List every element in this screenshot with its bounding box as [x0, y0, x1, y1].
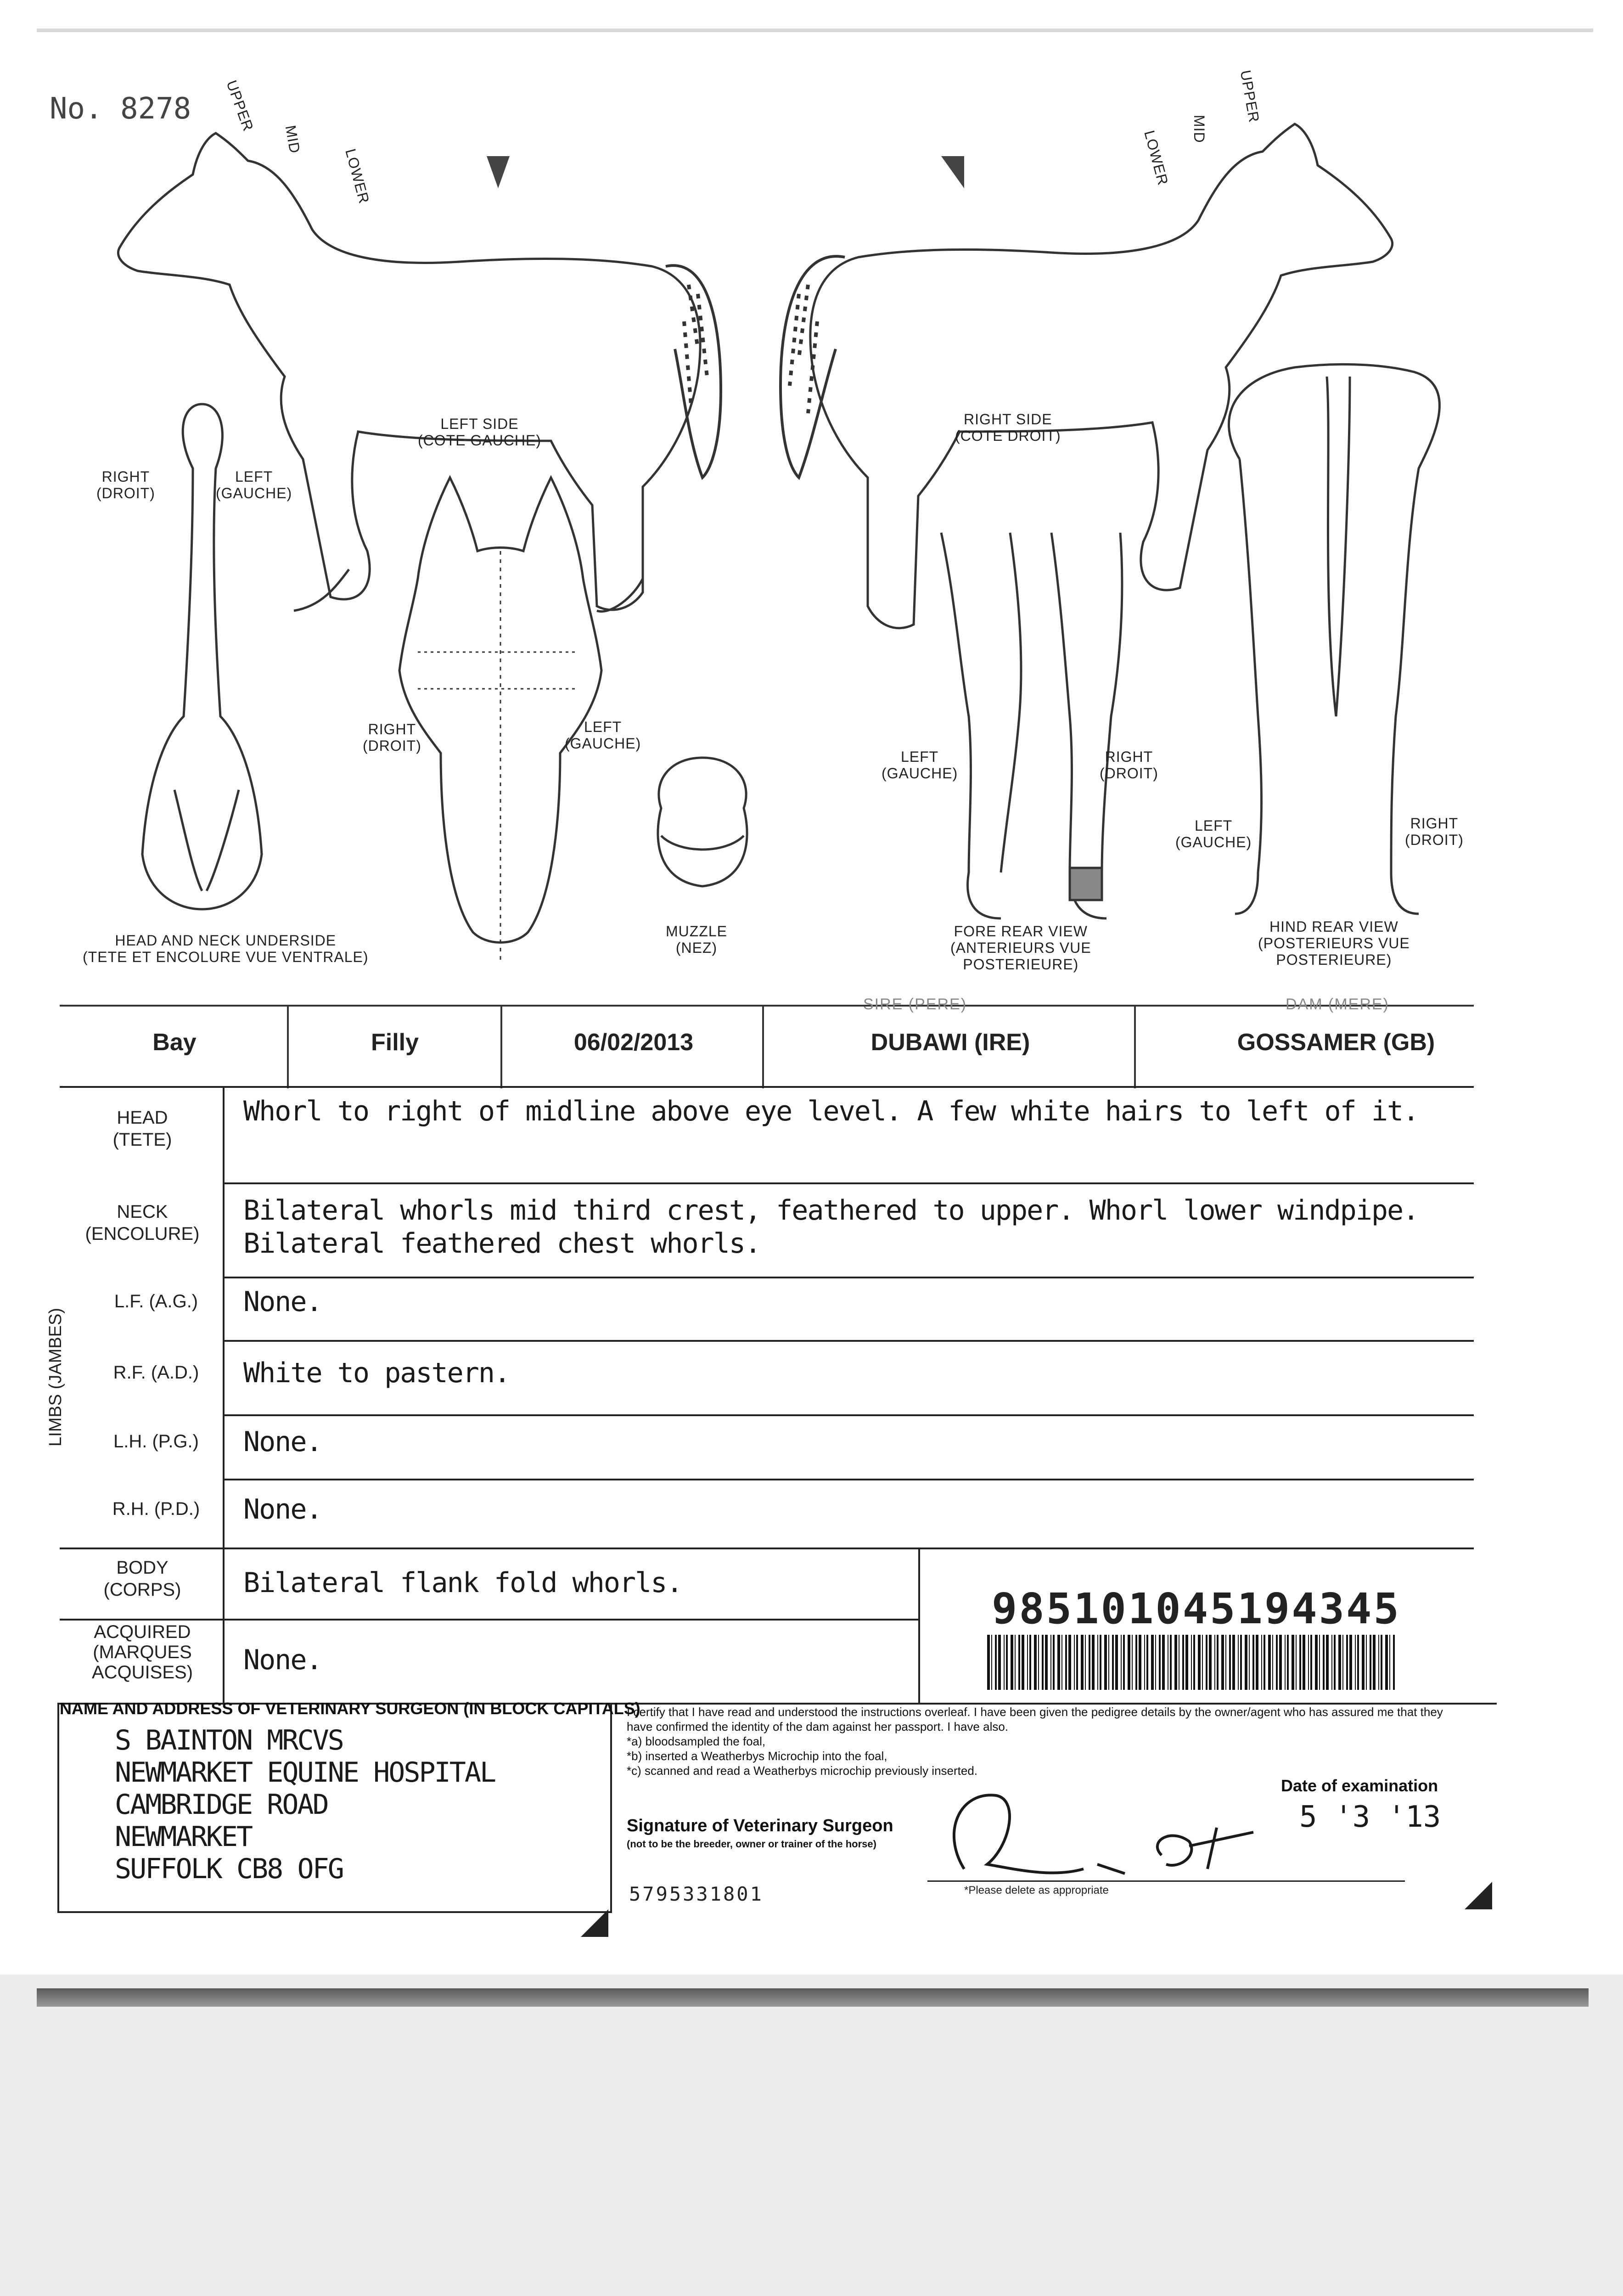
acquired-markings-text: None. [243, 1644, 322, 1676]
fore-right-white-pastern-mark [1070, 868, 1102, 900]
neck-marker-mid-right: MID [1191, 115, 1207, 143]
microchip-barcode [987, 1635, 1400, 1690]
rf-markings-text: White to pastern. [243, 1357, 510, 1389]
microchip-number: 985101045194345 [992, 1584, 1401, 1633]
head-neck-underside-label: HEAD AND NECK UNDERSIDE (TETE ET ENCOLURE VUE VENTRALE) [83, 932, 369, 965]
neck-marker-mid-left: MID [282, 124, 303, 155]
right-side-horse-outline [810, 124, 1393, 628]
neck-marker-upper-left: UPPER [223, 78, 257, 134]
left-side-horse-outline [118, 133, 700, 610]
sire-value: DUBAWI (IRE) [870, 1029, 1030, 1056]
identity-header-rule [60, 1005, 1474, 1007]
delete-note: *Please delete as appropriate [964, 1884, 1109, 1896]
neck-markings-text: Bilateral whorls mid third crest, feathered to upper. Whorl lower windpipe. Bilateral feathered chest whorls. [243, 1194, 1419, 1260]
signature-title: Signature of Veterinary Surgeon [627, 1816, 893, 1835]
rh-label: R.H. (P.D.) [112, 1499, 200, 1519]
fore-rear-view-label: FORE REAR VIEW (ANTERIEURS VUE POSTERIEURE) [950, 923, 1091, 973]
fore-rear-outline [941, 533, 1122, 918]
neck-marker-lower-right: LOWER [1141, 129, 1172, 187]
acquired-label: ACQUIRED (MARQUES ACQUISES) [91, 1622, 193, 1683]
sire-header: SIRE (PERE) [863, 996, 967, 1013]
rh-markings-text: None. [243, 1493, 322, 1525]
date-of-examination-label: Date of examination [1281, 1776, 1438, 1795]
vet-address: S BAINTON MRCVS NEWMARKET EQUINE HOSPITAL CAMBRIDGE ROAD NEWMARKET SUFFOLK CB8 OFG [115, 1724, 495, 1885]
colour-value: Bay [152, 1029, 197, 1056]
hind-right-label: RIGHT (DROIT) [1405, 815, 1464, 848]
muzzle-label: MUZZLE (NEZ) [666, 923, 727, 956]
date-of-birth-value: 06/02/2013 [573, 1029, 694, 1056]
lh-markings-text: None. [243, 1426, 322, 1458]
signature-subtitle: (not to be the breeder, owner or trainer of the horse) [627, 1838, 876, 1850]
vet-section-title: NAME AND ADDRESS OF VETERINARY SURGEON (IN BLOCK CAPITALS) [60, 1699, 640, 1718]
head-right-label: RIGHT (DROIT) [363, 721, 421, 754]
hind-left-label: LEFT (GAUCHE) [1175, 817, 1252, 850]
head-markings-text: Whorl to right of midline above eye level. A few white hairs to left of it. [243, 1095, 1419, 1127]
vet-signature [932, 1777, 1281, 1887]
neck-label: NECK (ENCOLURE) [85, 1202, 200, 1244]
left-side-label: LEFT SIDE (COTE GAUCHE) [418, 416, 541, 449]
muzzle-outline [658, 758, 747, 886]
lh-label: L.H. (P.G.) [113, 1431, 199, 1452]
underside-right-label: RIGHT (DROIT) [96, 468, 155, 501]
rf-label: R.F. (A.D.) [113, 1362, 199, 1383]
fore-right-label: RIGHT (DROIT) [1100, 748, 1158, 782]
right-side-label: RIGHT SIDE (COTE DROIT) [955, 411, 1061, 444]
horse-diagram [0, 0, 1623, 992]
limbs-label: LIMBS (JAMBES) [46, 1308, 65, 1446]
head-label: HEAD (TETE) [112, 1108, 172, 1150]
body-markings-text: Bilateral flank fold whorls. [243, 1567, 682, 1599]
date-of-examination-value: 5 '3 '13 [1299, 1800, 1441, 1834]
hind-rear-view-label: HIND REAR VIEW (POSTERIEURS VUE POSTERIEURE) [1258, 918, 1410, 968]
signature-line [927, 1880, 1405, 1882]
lf-label: L.F. (A.G.) [114, 1291, 198, 1311]
neck-marker-lower-left: LOWER [342, 147, 373, 206]
scan-bottom-band [0, 1975, 1623, 2296]
lf-markings-text: None. [243, 1286, 322, 1318]
body-label: BODY (CORPS) [103, 1558, 181, 1600]
dam-header: DAM (MERE) [1286, 996, 1389, 1013]
underside-left-label: LEFT (GAUCHE) [216, 468, 292, 501]
form-number: No. 8278 [50, 92, 191, 126]
dam-value: GOSSAMER (GB) [1237, 1029, 1435, 1056]
fore-left-label: LEFT (GAUCHE) [882, 748, 958, 782]
sex-value: Filly [371, 1029, 419, 1056]
reference-number: 5795331801 [629, 1883, 764, 1905]
certification-text: I certify that I have read and understood the instructions overleaf. I have been given the pedigree details by the owner/agent who has assured me that they have confirmed the identity of the dam against her passport. I have also. *a) bloodsampled the foal, *b) inserted a Weatherbys Microchip into the foal, *c) scanned and read a Weatherbys microchip previously inserted. [627, 1705, 1443, 1778]
head-left-label: LEFT (GAUCHE) [565, 719, 641, 752]
neck-marker-upper-right: UPPER [1237, 69, 1263, 124]
